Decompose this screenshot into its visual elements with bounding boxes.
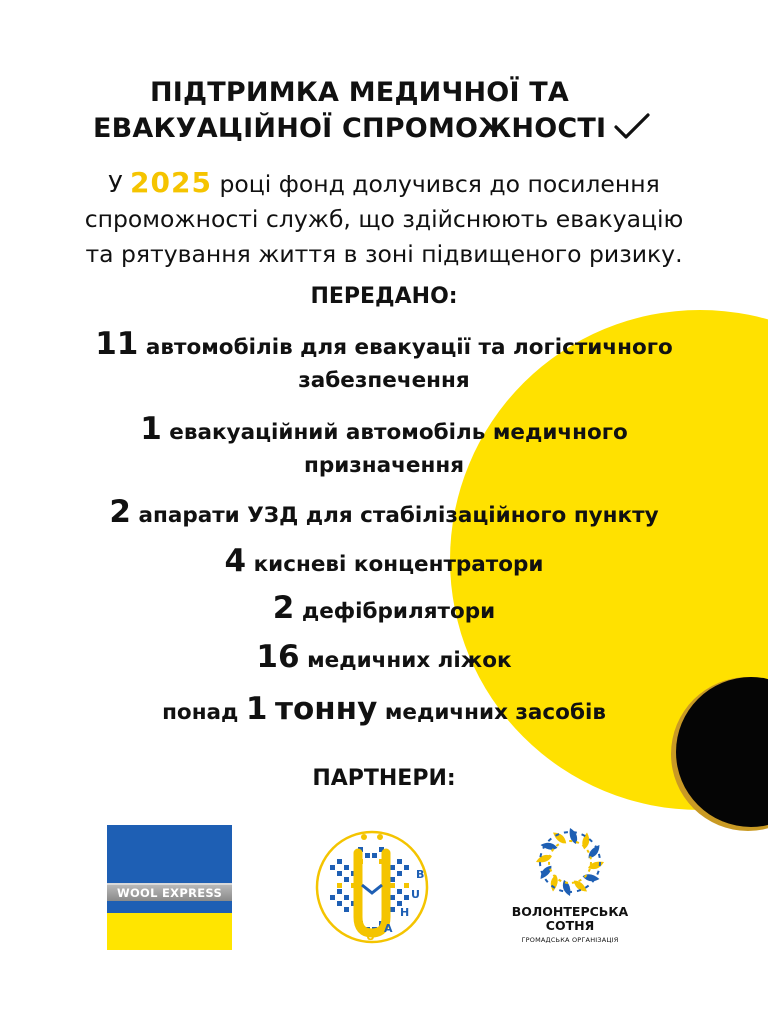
- title-line-1: ПІДТРИМКА МЕДИЧНОЇ ТА: [150, 77, 570, 108]
- list-item: [30, 328, 738, 397]
- title-line-2-text: ЕВАКУАЦІЙНОЇ СПРОМОЖНОСТІ: [93, 113, 607, 144]
- intro-line-1-rest: році фонд долучився до посилення: [219, 170, 660, 198]
- transferred-heading: ПЕРЕДАНО:: [310, 284, 458, 309]
- partners-heading: ПАРТНЕРИ:: [312, 766, 456, 791]
- wool-express-label: WOOL EXPRESS: [107, 883, 232, 901]
- intro-line-2: спроможності служб, що здійснюють евакуацію: [84, 205, 684, 233]
- item-text: евакуаційний автомобіль медичного: [169, 420, 628, 445]
- intro-line-3: та рятування життя в зоні підвищеного ризику.: [85, 240, 683, 268]
- intro-line-1: [0, 165, 768, 202]
- item-text: автомобілів для евакуації та логістичного: [145, 335, 673, 360]
- uahub-letter: U: [366, 930, 375, 943]
- uahub-letter: H: [400, 906, 410, 919]
- volunteer-hundred-name-line-2: СОТНЯ: [545, 918, 595, 933]
- item-number: 1: [245, 691, 268, 727]
- intro-text: [0, 165, 768, 272]
- list-item: [30, 545, 738, 581]
- wool-express-logo: [107, 825, 232, 950]
- list-item: [30, 496, 738, 532]
- item-number: 2: [109, 494, 131, 530]
- volunteer-hundred-logo: [495, 820, 645, 955]
- uahub-letter: B: [416, 868, 425, 881]
- intro-year: 2025: [130, 166, 212, 199]
- check-icon: [614, 113, 650, 148]
- item-text: дефібрилятори: [301, 599, 496, 624]
- volunteer-hundred-name: [495, 905, 645, 933]
- item-text: медичних ліжок: [307, 648, 512, 673]
- volunteer-hundred-name-line-1: ВОЛОНТЕРСЬКА: [511, 904, 629, 919]
- item-text-line-2: забезпечення: [298, 368, 470, 393]
- list-item: [30, 693, 738, 729]
- title-line-2: [93, 113, 753, 148]
- intro-prefix: У: [108, 170, 123, 198]
- list-item: [30, 413, 738, 482]
- uahub-letter: A: [384, 922, 393, 935]
- item-unit: тонну: [275, 691, 378, 727]
- item-number: 1: [140, 411, 162, 447]
- item-number: 4: [224, 543, 247, 579]
- list-item: [30, 592, 738, 628]
- volunteer-hundred-subtitle: ГРОМАДСЬКА ОРГАНІЗАЦІЯ: [521, 936, 619, 944]
- item-number: 2: [272, 590, 295, 626]
- item-text: апарати УЗД для стабілізаційного пункту: [138, 503, 659, 528]
- item-number: 11: [95, 326, 139, 362]
- item-text: медичних засобів: [384, 700, 606, 725]
- volunteer-ring-icon: [530, 822, 610, 902]
- item-text-line-2: призначення: [303, 453, 465, 478]
- item-text: кисневі концентратори: [253, 552, 544, 577]
- uahub-letter: U: [411, 888, 420, 901]
- item-prefix: понад: [162, 700, 239, 725]
- list-item: [30, 641, 738, 677]
- item-number: 16: [256, 639, 300, 675]
